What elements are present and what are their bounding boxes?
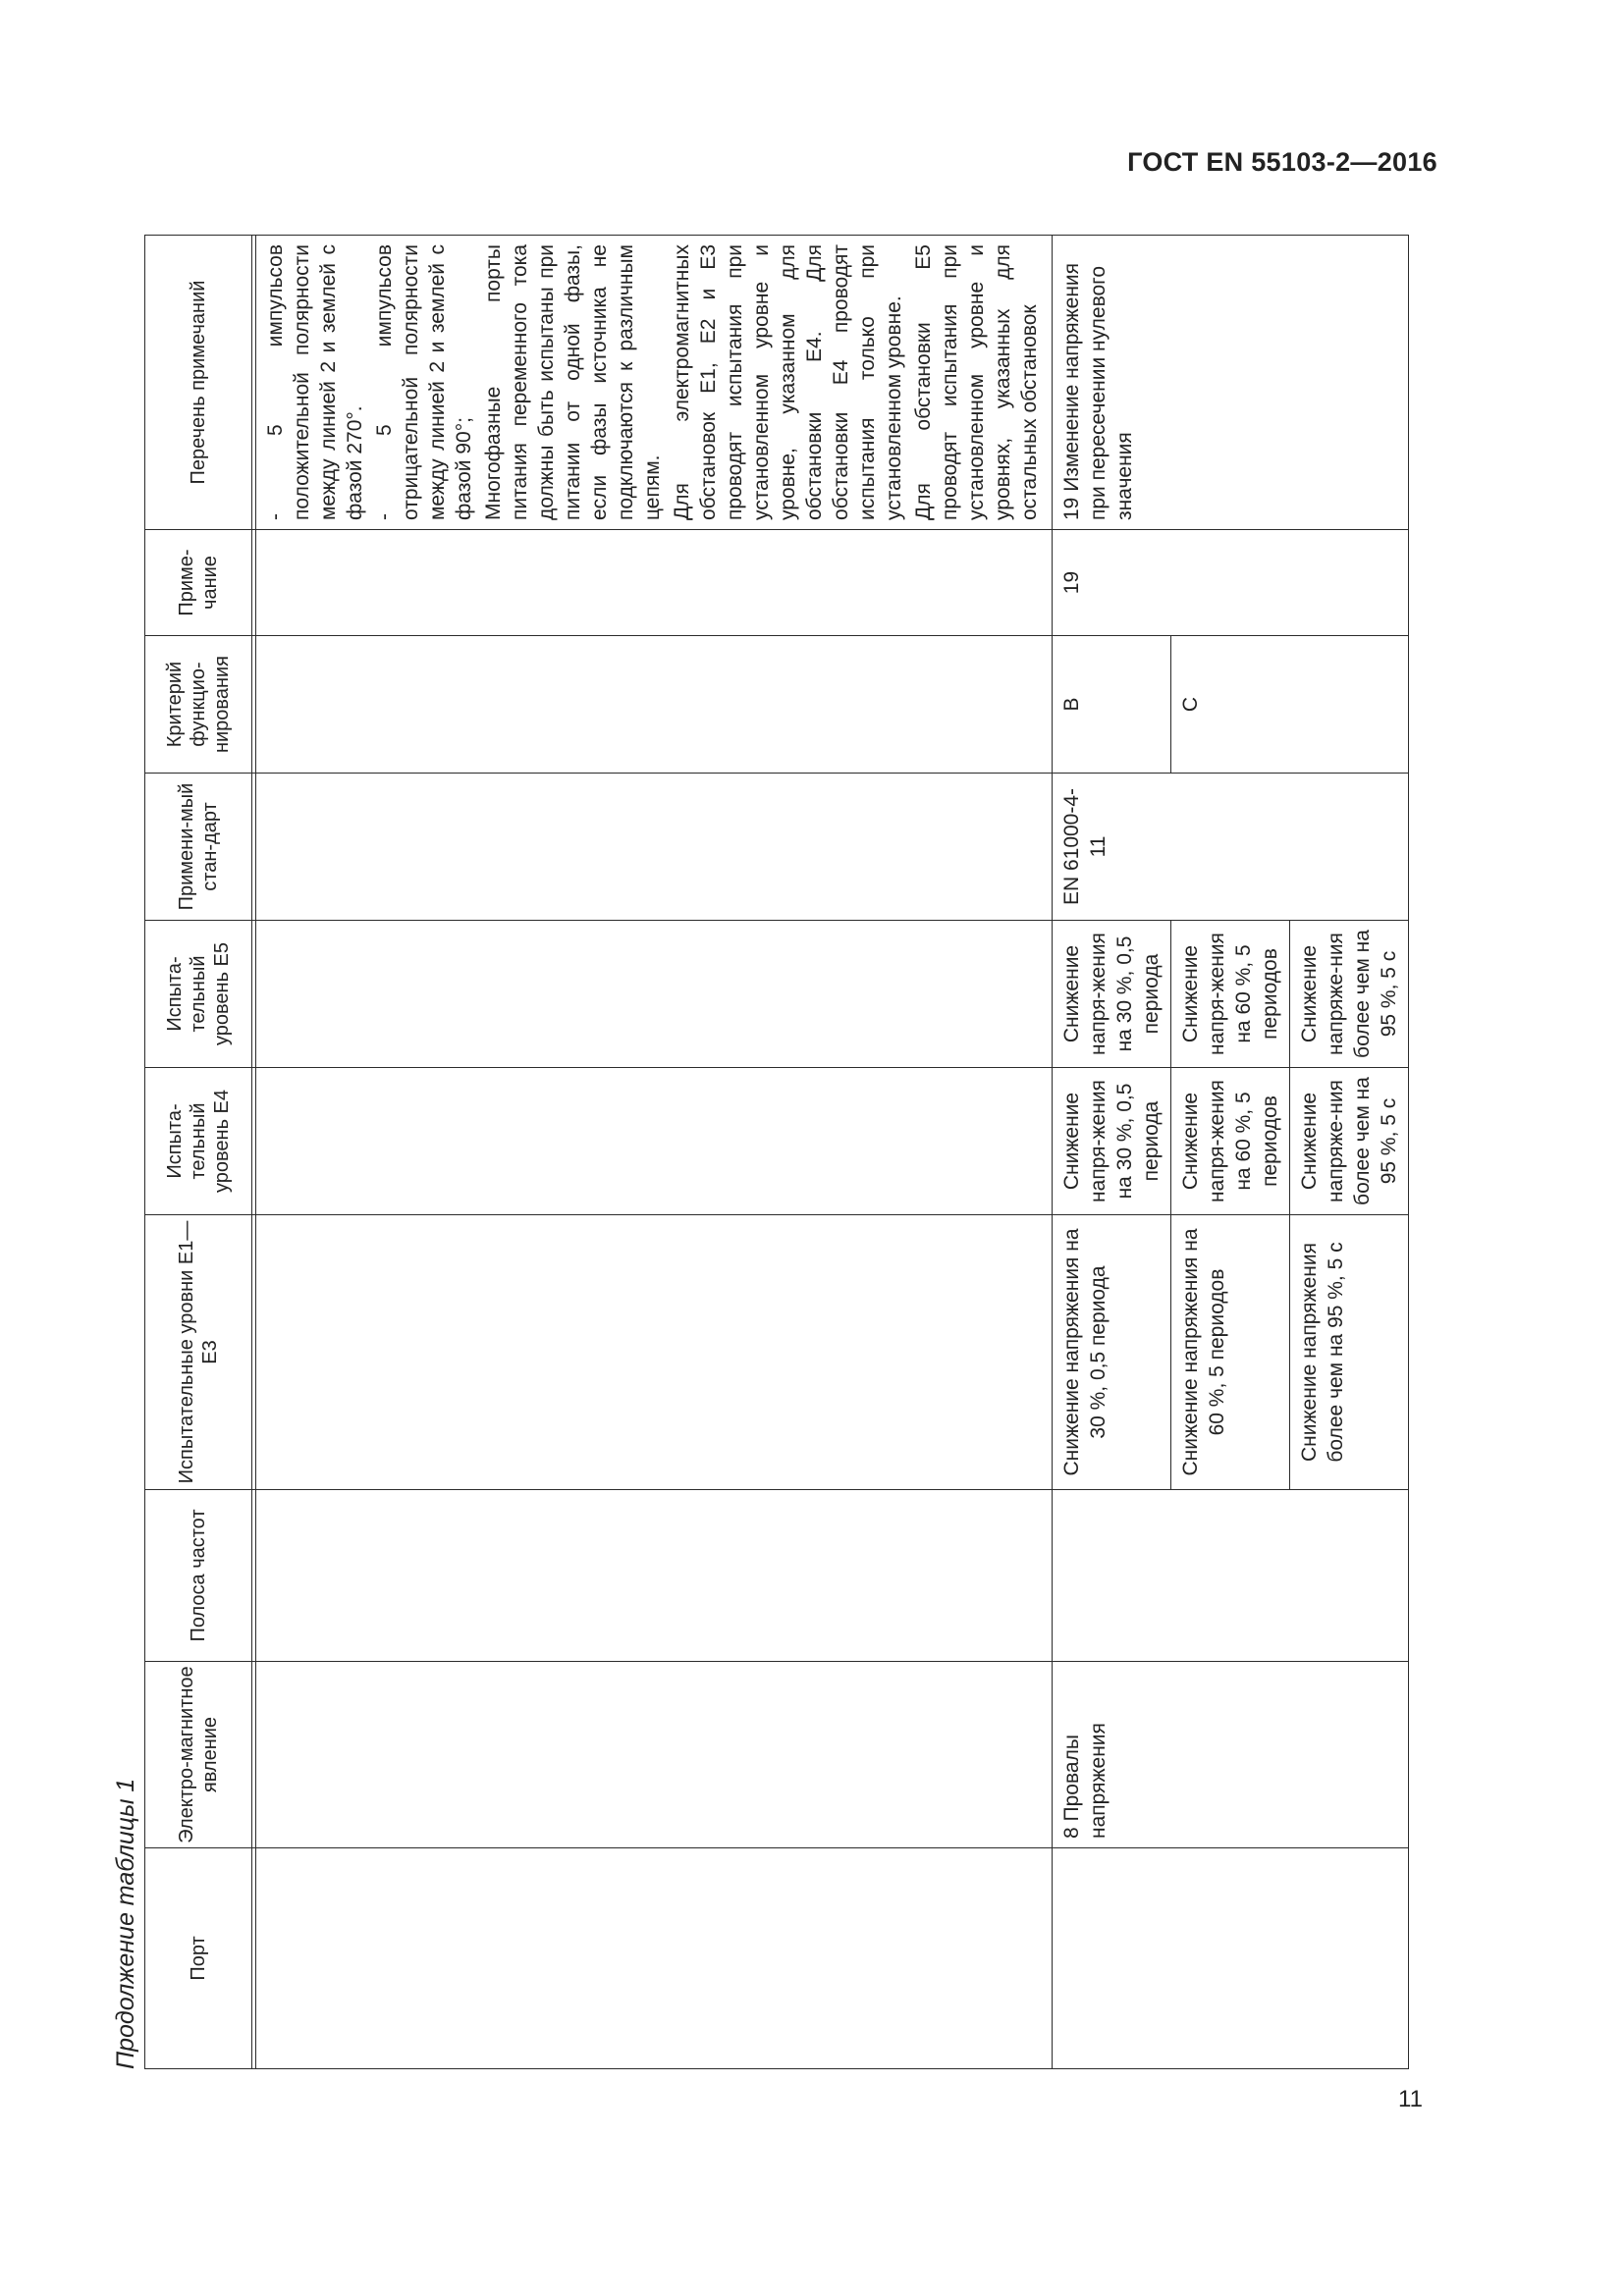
note-paragraph: - 5 импульсов положительной полярности между линией 2 и землей с фазой 270°. [264,244,366,520]
col-header-notes-list: Перечень примечаний [145,236,252,530]
col-header-frequency-band: Полоса частот [145,1490,252,1662]
level-e1-e3-cell: Снижение напряжения на 30 %, 0,5 периода [1053,1215,1171,1490]
rotated-table-area [111,234,1432,2069]
note-text-cell: 19 Изменение напряжения при пересечении нулевого значения [1053,236,1409,530]
note-ref-cell: 19 [1053,530,1409,636]
criterion-cell: С [1171,636,1409,774]
level-e5-cell: Снижение напря-жения на 60 %, 5 периодов [1171,921,1290,1068]
level-e5-cell: Снижение напря-жения на 30 %, 0,5 периода [1053,921,1171,1068]
header-row [145,236,252,2069]
phenomenon-cell: 8 Провалы напряжения [1053,1662,1409,1848]
table-row [256,236,1053,2069]
level-e1-e3-cell: Снижение напряжения на 60 %, 5 периодов [1171,1215,1290,1490]
note-paragraph: Многофазные порты питания переменного тока должны быть испытаны при питании от одной фазы, если фазы источника не подключаются к различным цепям. [482,244,664,520]
note-paragraph: - 5 импульсов отрицательной полярности между линией 2 и землей с фазой 90°; [373,244,475,520]
emc-requirements-table [144,235,1409,2069]
col-header-criterion: Критерий функцио-нирования [145,636,252,774]
standard-cell: EN 61000-4-11 [1053,774,1409,921]
table-caption: Продолжение таблицы 1 [112,1778,139,2069]
table-row [1053,236,1171,2069]
col-header-level-e4: Испыта-тельный уровень Е4 [145,1068,252,1215]
col-header-phenomenon: Электро-магнитное явление [145,1662,252,1848]
note-paragraph: Для электромагнитных обстановок Е1, Е2 и Е3 проводят испытания при установленном уровне и уровне, указанном для обстановки Е4. Для обстановки Е4 проводят испытания только при установленном уровне. [671,244,905,520]
level-e4-cell: Снижение напряже-ния более чем на 95 %, 5 с [1290,1068,1409,1215]
col-header-note: Приме-чание [145,530,252,636]
level-e4-cell: Снижение напря-жения на 30 %, 0,5 периода [1053,1068,1171,1215]
col-header-levels-e1-e3: Испытательные уровни Е1—Е3 [145,1215,252,1490]
notes-continued-cell [256,236,1053,530]
note-paragraph: Для обстановки Е5 проводят испытания при установленном уровне и уровнях, указанных для остальных обстановок [912,244,1041,520]
col-header-level-e5: Испыта-тельный уровень Е5 [145,921,252,1068]
criterion-cell: В [1053,636,1171,774]
page-number: 11 [1398,2086,1423,2112]
level-e5-cell: Снижение напряже-ния более чем на 95 %, 5 с [1290,921,1409,1068]
level-e1-e3-cell: Снижение напряжения более чем на 95 %, 5 с [1290,1215,1409,1490]
col-header-standard: Примени-мый стан-дарт [145,774,252,921]
level-e4-cell: Снижение напря-жения на 60 %, 5 периодов [1171,1068,1290,1215]
col-header-port: Порт [145,1848,252,2069]
document-standard-number: ГОСТ EN 55103-2—2016 [1127,147,1437,177]
